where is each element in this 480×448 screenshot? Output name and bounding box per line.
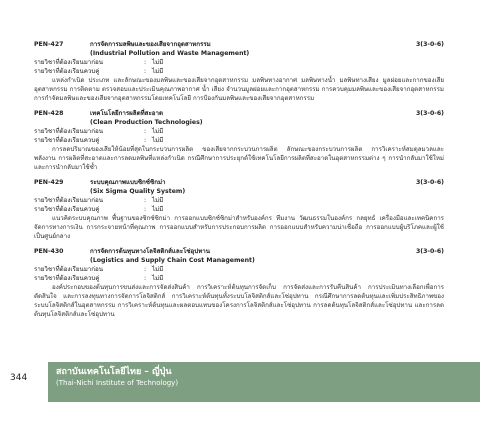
corequisite-value: ไม่มี: [152, 68, 164, 75]
prerequisite-value: ไม่มี: [152, 59, 164, 66]
prerequisite-label: รายวิชาที่ต้องเรียนมาก่อน: [34, 197, 103, 204]
corequisite-label: รายวิชาที่ต้องเรียนควบคู่: [34, 206, 100, 213]
course-title-th: การจัดการต้นทุนทางโลจิสติกส์และโซ่อุปทาน: [90, 248, 210, 255]
course-pen-429: [34, 178, 444, 241]
course-header: [34, 178, 444, 187]
course-code: PEN-427: [34, 41, 64, 48]
separator: :: [143, 68, 147, 75]
course-description: การลดปริมาณของเสียให้น้อยที่สุดในกระบวนการผลิต ของเสียจากกระบวนการผลิต ลักษณะของกระบวนการผลิต การวิเคราะห์สมดุลมวลและพลังงาน การผลิตที่สะอาดและการลดมลพิษที่แหล่งกำเนิด กรณีศึกษาการประยุกต์ใช้เทคโนโลยีการผลิตที่สะอาดในอุตสาหกรรมต่าง ๆ การนำกลับมาใช้ใหม่และการนำกลับมาใช้ซ้ำ: [34, 146, 444, 171]
course-code: PEN-428: [34, 110, 64, 117]
separator: :: [143, 197, 147, 204]
course-pen-428: [34, 109, 444, 172]
course-code: PEN-430: [34, 248, 64, 255]
prerequisite-value: ไม่มี: [152, 197, 164, 204]
corequisite-value: ไม่มี: [152, 206, 164, 213]
separator: :: [143, 275, 147, 282]
course-credits: 3(3-0-6): [415, 110, 444, 117]
course-header: [34, 247, 444, 256]
institute-name-th: สถาบันเทคโนโลยีไทย – ญี่ปุ่น: [56, 367, 172, 377]
course-credits: 3(3-0-6): [415, 41, 444, 48]
corequisite-label: รายวิชาที่ต้องเรียนควบคู่: [34, 137, 100, 144]
prerequisite-row: [34, 196, 444, 205]
course-title-en: (Clean Production Technologies): [90, 119, 203, 126]
institute-name-en: (Thai-Nichi Institute of Technology): [56, 379, 179, 387]
course-header: [34, 109, 444, 118]
separator: :: [143, 137, 147, 144]
separator: :: [143, 206, 147, 213]
prerequisite-label: รายวิชาที่ต้องเรียนมาก่อน: [34, 59, 103, 66]
course-pen-427: [34, 40, 444, 103]
footer-institute: [56, 366, 178, 388]
course-title-en: (Industrial Pollution and Waste Management): [90, 50, 250, 57]
corequisite-row: [34, 67, 444, 76]
corequisite-value: ไม่มี: [152, 275, 164, 282]
course-list: [34, 40, 444, 325]
corequisite-row: [34, 274, 444, 283]
prerequisite-label: รายวิชาที่ต้องเรียนมาก่อน: [34, 266, 103, 273]
separator: :: [143, 128, 147, 135]
page-number: 344: [10, 373, 28, 383]
course-header: [34, 40, 444, 49]
course-title-th: ระบบคุณภาพแบบซิกซ์ซิกม่า: [90, 179, 166, 186]
course-code: PEN-429: [34, 179, 64, 186]
prerequisite-row: [34, 58, 444, 67]
course-description: แหล่งกำเนิด ประเภท และลักษณะของมลพิษและของเสียจากอุตสาหกรรม มลพิษทางอากาศ มลพิษทางน้ำ มลพิษทางเสียง มูลฝอยและกากของเสียอุตสาหกรรม การติดตาม ตรวจสอบและประเมินคุณภาพอากาศ น้ำ เสียง จำนวนมูลฝอยและกากอุตสาหกรรม การควบคุมมลพิษและของเสียจากอุตสาหกรรม การกำจัดมลพิษและของเสียจากอุตสาหกรรมโดยเทคโนโลยี การป้องกันมลพิษและของเสียจากอุตสาหกรรม: [34, 77, 444, 102]
course-credits: 3(3-0-6): [415, 179, 444, 186]
prerequisite-row: [34, 127, 444, 136]
corequisite-label: รายวิชาที่ต้องเรียนควบคู่: [34, 275, 100, 282]
separator: :: [143, 266, 147, 273]
corequisite-label: รายวิชาที่ต้องเรียนควบคู่: [34, 68, 100, 75]
course-description: องค์ประกอบของต้นทุนการขนส่งและการจัดส่งสินค้า การวิเคราะห์ต้นทุนการจัดเก็บ การจัดส่งและการรับคืนสินค้า การประเมินทางเลือกเพื่อการตัดสินใจ และการลงทุนทางการจัดการโลจิสติกส์ การวิเคราะห์ต้นทุนทั้งระบบโลจิสติกส์และโซ่อุปทาน กรณีศึกษาการลดต้นทุนและเพิ่มประสิทธิภาพของระบบโลจิสติกส์ในอุตสาหกรรม การวิเคราะห์ต้นทุนและผลตอบแทนของโครงการโลจิสติกส์และโซ่อุปทาน การลดต้นทุนโลจิสติกส์และโซ่อุปทาน และการลดต้นทุนโลจิสติกส์และโซ่อุปทาน: [34, 284, 444, 318]
corequisite-value: ไม่มี: [152, 137, 164, 144]
corequisite-row: [34, 136, 444, 145]
course-title-th: เทคโนโลยีการผลิตที่สะอาด: [90, 110, 163, 117]
prerequisite-value: ไม่มี: [152, 128, 164, 135]
corequisite-row: [34, 205, 444, 214]
course-credits: 3(3-0-6): [415, 248, 444, 255]
course-title-en: (Logistics and Supply Chain Cost Management): [90, 257, 255, 264]
course-pen-430: [34, 247, 444, 319]
prerequisite-row: [34, 265, 444, 274]
course-title-en: (Six Sigma Quality System): [90, 188, 186, 195]
prerequisite-label: รายวิชาที่ต้องเรียนมาก่อน: [34, 128, 103, 135]
course-description: แนวคิดระบบคุณภาพ พื้นฐานของซิกซ์ซิกม่า การออกแบบซิกซ์ซิกม่าสำหรับองค์กร ทีมงาน วัฒนธรรมในองค์กร กลยุทธ์ เครื่องมือและเทคนิคการจัดการทางการเงิน การกระจายหน้าที่คุณภาพ การออกแบบสำหรับการประกอบการผลิต การออกแบบสำหรับความน่าเชื่อถือ การออกแบบผู้บริโภคและผู้ใช้เป็นศูนย์กลาง: [34, 215, 444, 240]
prerequisite-value: ไม่มี: [152, 266, 164, 273]
course-title-th: การจัดการมลพิษและของเสียจากอุตสาหกรรม: [90, 41, 211, 48]
separator: :: [143, 59, 147, 66]
